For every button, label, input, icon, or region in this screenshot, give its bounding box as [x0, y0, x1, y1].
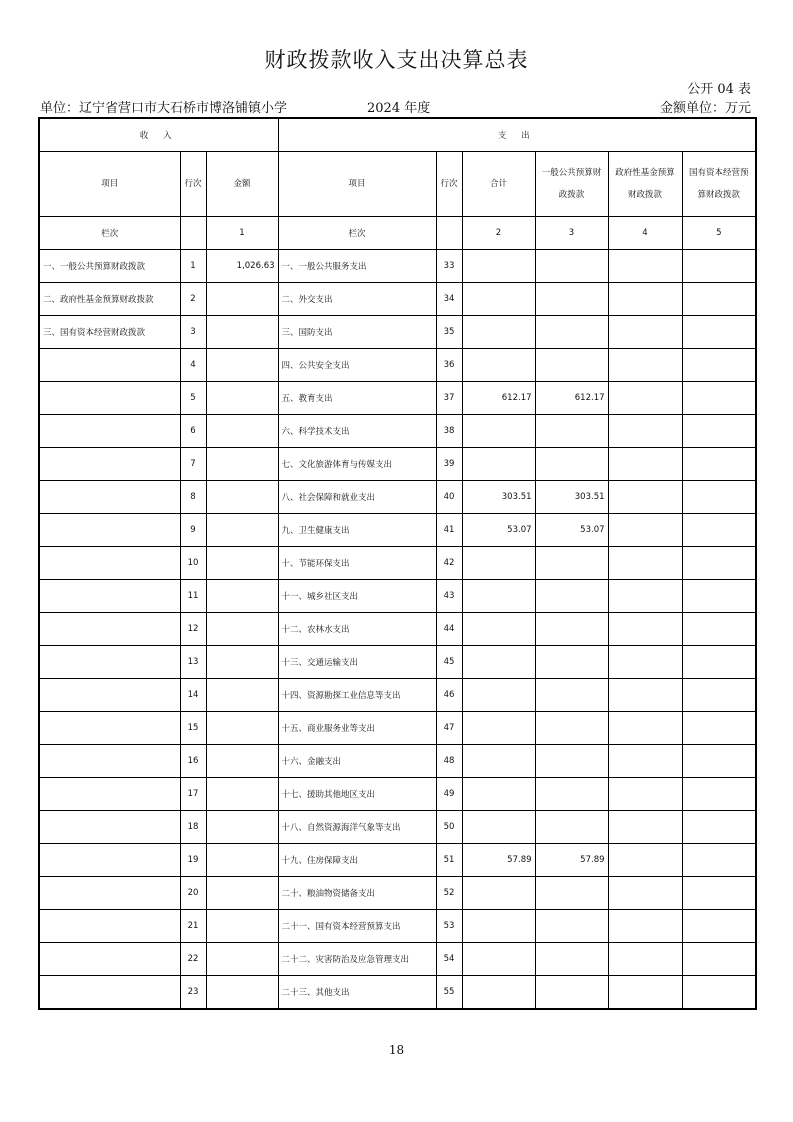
income-line-no-cell: 7: [180, 448, 206, 481]
state-capital-cell: [682, 745, 756, 778]
general-budget-cell: [535, 547, 608, 580]
state-capital-cell: [682, 844, 756, 877]
expense-item-cell: 二十、粮油物资储备支出: [278, 877, 436, 910]
income-item-cell: 一、一般公共预算财政拨款: [39, 250, 180, 283]
gov-fund-cell: [608, 349, 682, 382]
gov-fund-cell: [608, 943, 682, 976]
income-item-cell: 二、政府性基金预算财政拨款: [39, 283, 180, 316]
expense-line-no-cell: 48: [436, 745, 462, 778]
expense-line-no-cell: 34: [436, 283, 462, 316]
income-amount-cell: [206, 349, 278, 382]
expense-item-cell: 十五、商业服务业等支出: [278, 712, 436, 745]
income-item-cell: [39, 382, 180, 415]
expense-line-no-cell: 33: [436, 250, 462, 283]
table-row: [39, 250, 756, 283]
income-line-no-cell: 22: [180, 943, 206, 976]
income-amount-header: 金额: [206, 152, 278, 217]
expense-item-header: 项目: [278, 152, 436, 217]
gov-fund-cell: [608, 283, 682, 316]
income-line-no-cell: 16: [180, 745, 206, 778]
income-line-no-cell: 20: [180, 877, 206, 910]
expense-line-no-cell: 44: [436, 613, 462, 646]
total-cell: [462, 943, 535, 976]
expense-line-no-cell: 55: [436, 976, 462, 1010]
income-line-no-cell: 10: [180, 547, 206, 580]
income-line-no-cell: 6: [180, 415, 206, 448]
income-amount-cell: [206, 976, 278, 1010]
expense-line-no-cell: 42: [436, 547, 462, 580]
income-amount-cell: [206, 745, 278, 778]
income-amount-cell: [206, 943, 278, 976]
expense-line-no-cell: 35: [436, 316, 462, 349]
total-cell: [462, 250, 535, 283]
state-capital-cell: [682, 448, 756, 481]
state-capital-cell: [682, 514, 756, 547]
general-budget-cell: [535, 283, 608, 316]
income-line-no-cell: 3: [180, 316, 206, 349]
income-amount-cell: [206, 910, 278, 943]
table-row: [39, 382, 756, 415]
expense-line-no-cell: 36: [436, 349, 462, 382]
expense-item-cell: 二十二、灾害防治及应急管理支出: [278, 943, 436, 976]
general-budget-cell: 303.51: [535, 481, 608, 514]
income-item-cell: [39, 415, 180, 448]
empty-cell: [436, 217, 462, 250]
expense-line-no-cell: 51: [436, 844, 462, 877]
table-row: [39, 877, 756, 910]
expense-item-cell: 一、一般公共服务支出: [278, 250, 436, 283]
expense-item-cell: 二十三、其他支出: [278, 976, 436, 1010]
empty-cell: [180, 217, 206, 250]
income-item-cell: [39, 778, 180, 811]
income-amount-cell: [206, 811, 278, 844]
general-budget-cell: [535, 679, 608, 712]
income-item-cell: [39, 613, 180, 646]
income-line-no-cell: 19: [180, 844, 206, 877]
gov-fund-cell: [608, 481, 682, 514]
expense-item-cell: 十六、金融支出: [278, 745, 436, 778]
column-no-1: 1: [206, 217, 278, 250]
table-row: [39, 844, 756, 877]
table-number: 公开 04 表: [687, 82, 751, 97]
general-budget-header: 一般公共预算财政拨款: [535, 152, 608, 217]
total-cell: [462, 910, 535, 943]
general-budget-cell: [535, 646, 608, 679]
total-cell: [462, 712, 535, 745]
income-line-no-cell: 8: [180, 481, 206, 514]
unit-label: 单位：辽宁省营口市大石桥市博洛铺镇小学: [40, 101, 288, 116]
expense-item-cell: 十、节能环保支出: [278, 547, 436, 580]
state-capital-cell: [682, 547, 756, 580]
gov-fund-header: 政府性基金预算财政拨款: [608, 152, 682, 217]
income-item-cell: [39, 811, 180, 844]
expense-line-no-cell: 47: [436, 712, 462, 745]
expense-item-cell: 十三、交通运输支出: [278, 646, 436, 679]
general-budget-cell: [535, 250, 608, 283]
total-cell: 612.17: [462, 382, 535, 415]
total-cell: [462, 316, 535, 349]
column-no-label: 栏次: [39, 217, 180, 250]
general-budget-cell: [535, 349, 608, 382]
general-budget-cell: [535, 745, 608, 778]
state-capital-cell: [682, 415, 756, 448]
total-cell: [462, 448, 535, 481]
gov-fund-cell: [608, 250, 682, 283]
income-item-header: 项目: [39, 152, 180, 217]
income-item-cell: [39, 679, 180, 712]
header-row-sections: [39, 118, 756, 152]
expense-item-cell: 十二、农林水支出: [278, 613, 436, 646]
table-row: [39, 481, 756, 514]
expense-line-no-cell: 49: [436, 778, 462, 811]
income-amount-cell: [206, 382, 278, 415]
income-item-cell: [39, 514, 180, 547]
column-no-4: 4: [608, 217, 682, 250]
income-item-cell: [39, 547, 180, 580]
income-line-no-cell: 11: [180, 580, 206, 613]
state-capital-cell: [682, 778, 756, 811]
gov-fund-cell: [608, 679, 682, 712]
income-item-cell: [39, 910, 180, 943]
table-row: [39, 811, 756, 844]
gov-fund-cell: [608, 316, 682, 349]
general-budget-cell: [535, 910, 608, 943]
general-budget-cell: [535, 943, 608, 976]
expense-line-no-cell: 52: [436, 877, 462, 910]
income-item-cell: [39, 448, 180, 481]
total-cell: [462, 811, 535, 844]
expense-section-header: 支 出: [278, 118, 756, 152]
general-budget-cell: [535, 613, 608, 646]
general-budget-cell: [535, 316, 608, 349]
expense-line-no-cell: 40: [436, 481, 462, 514]
income-line-no-cell: 1: [180, 250, 206, 283]
expense-item-cell: 四、公共安全支出: [278, 349, 436, 382]
gov-fund-cell: [608, 382, 682, 415]
state-capital-cell: [682, 283, 756, 316]
table-row: [39, 976, 756, 1010]
gov-fund-cell: [608, 514, 682, 547]
income-amount-cell: [206, 646, 278, 679]
table-row: [39, 679, 756, 712]
total-cell: [462, 613, 535, 646]
general-budget-cell: 612.17: [535, 382, 608, 415]
income-amount-cell: [206, 679, 278, 712]
income-amount-cell: [206, 547, 278, 580]
expense-item-cell: 十九、住房保障支出: [278, 844, 436, 877]
general-budget-cell: [535, 712, 608, 745]
expense-line-no-cell: 41: [436, 514, 462, 547]
table-row: [39, 943, 756, 976]
table-row: [39, 349, 756, 382]
table-row: [39, 448, 756, 481]
expense-item-cell: 八、社会保障和就业支出: [278, 481, 436, 514]
state-capital-cell: [682, 580, 756, 613]
total-cell: [462, 877, 535, 910]
income-amount-cell: [206, 613, 278, 646]
total-cell: [462, 745, 535, 778]
income-amount-cell: [206, 580, 278, 613]
income-item-cell: [39, 481, 180, 514]
income-line-no-cell: 13: [180, 646, 206, 679]
expense-item-cell: 十四、资源勘探工业信息等支出: [278, 679, 436, 712]
income-line-no-cell: 21: [180, 910, 206, 943]
expense-line-no-cell: 45: [436, 646, 462, 679]
total-cell: [462, 646, 535, 679]
income-amount-cell: [206, 283, 278, 316]
general-budget-cell: [535, 877, 608, 910]
general-budget-cell: 53.07: [535, 514, 608, 547]
income-amount-cell: [206, 712, 278, 745]
gov-fund-cell: [608, 976, 682, 1010]
income-amount-cell: [206, 844, 278, 877]
income-line-no-cell: 5: [180, 382, 206, 415]
table-row: [39, 910, 756, 943]
state-capital-cell: [682, 712, 756, 745]
table-row: [39, 580, 756, 613]
expense-item-cell: 十一、城乡社区支出: [278, 580, 436, 613]
state-capital-cell: [682, 679, 756, 712]
gov-fund-cell: [608, 811, 682, 844]
income-item-cell: [39, 580, 180, 613]
state-capital-cell: [682, 382, 756, 415]
table-row: [39, 778, 756, 811]
general-budget-cell: 57.89: [535, 844, 608, 877]
income-item-cell: [39, 844, 180, 877]
income-item-cell: [39, 349, 180, 382]
total-cell: [462, 283, 535, 316]
page-title: 财政拨款收入支出决算总表: [264, 48, 529, 72]
income-amount-cell: [206, 877, 278, 910]
state-capital-cell: [682, 481, 756, 514]
page-number: 18: [388, 1043, 405, 1057]
state-capital-cell: [682, 250, 756, 283]
gov-fund-cell: [608, 712, 682, 745]
table-row: [39, 745, 756, 778]
total-cell: 53.07: [462, 514, 535, 547]
total-cell: [462, 976, 535, 1010]
table-row: [39, 613, 756, 646]
expense-item-cell: 二、外交支出: [278, 283, 436, 316]
general-budget-cell: [535, 778, 608, 811]
amount-unit-label: 金额单位：万元: [659, 101, 751, 116]
expense-item-cell: 二十一、国有资本经营预算支出: [278, 910, 436, 943]
income-line-no-cell: 23: [180, 976, 206, 1010]
general-budget-cell: [535, 415, 608, 448]
expense-item-cell: 三、国防支出: [278, 316, 436, 349]
budget-table: [38, 117, 757, 1010]
expense-line-no-cell: 43: [436, 580, 462, 613]
gov-fund-cell: [608, 745, 682, 778]
income-amount-cell: [206, 415, 278, 448]
gov-fund-cell: [608, 580, 682, 613]
column-no-2: 2: [462, 217, 535, 250]
income-line-no-cell: 18: [180, 811, 206, 844]
expense-item-cell: 十八、自然资源海洋气象等支出: [278, 811, 436, 844]
total-cell: [462, 679, 535, 712]
income-item-cell: [39, 976, 180, 1010]
expense-item-cell: 十七、援助其他地区支出: [278, 778, 436, 811]
income-item-cell: [39, 712, 180, 745]
state-capital-cell: [682, 811, 756, 844]
year-label: 2024 年度: [367, 101, 431, 116]
general-budget-cell: [535, 976, 608, 1010]
state-capital-cell: [682, 910, 756, 943]
general-budget-cell: [535, 448, 608, 481]
total-cell: [462, 580, 535, 613]
gov-fund-cell: [608, 778, 682, 811]
income-amount-cell: 1,026.63: [206, 250, 278, 283]
general-budget-cell: [535, 580, 608, 613]
table-row: [39, 316, 756, 349]
expense-line-no-cell: 37: [436, 382, 462, 415]
total-header: 合计: [462, 152, 535, 217]
header-row-column-numbers: [39, 217, 756, 250]
state-capital-header: 国有资本经营预算财政拨款: [682, 152, 756, 217]
gov-fund-cell: [608, 844, 682, 877]
total-cell: 303.51: [462, 481, 535, 514]
state-capital-cell: [682, 976, 756, 1010]
total-cell: [462, 778, 535, 811]
column-no-5: 5: [682, 217, 756, 250]
table-row: [39, 547, 756, 580]
expense-line-no-cell: 46: [436, 679, 462, 712]
expense-line-no-cell: 54: [436, 943, 462, 976]
income-line-no-cell: 14: [180, 679, 206, 712]
table-row: [39, 415, 756, 448]
general-budget-cell: [535, 811, 608, 844]
income-amount-cell: [206, 481, 278, 514]
state-capital-cell: [682, 316, 756, 349]
table-row: [39, 712, 756, 745]
state-capital-cell: [682, 349, 756, 382]
total-cell: [462, 547, 535, 580]
income-item-cell: [39, 646, 180, 679]
gov-fund-cell: [608, 910, 682, 943]
income-item-cell: [39, 877, 180, 910]
expense-item-cell: 六、科学技术支出: [278, 415, 436, 448]
gov-fund-cell: [608, 646, 682, 679]
income-line-no-cell: 17: [180, 778, 206, 811]
income-item-cell: [39, 943, 180, 976]
state-capital-cell: [682, 613, 756, 646]
expense-line-no-cell: 53: [436, 910, 462, 943]
gov-fund-cell: [608, 547, 682, 580]
income-line-no-cell: 2: [180, 283, 206, 316]
income-amount-cell: [206, 778, 278, 811]
expense-item-cell: 九、卫生健康支出: [278, 514, 436, 547]
table-row: [39, 646, 756, 679]
column-no-3: 3: [535, 217, 608, 250]
expense-line-no-cell: 38: [436, 415, 462, 448]
income-line-no-cell: 9: [180, 514, 206, 547]
state-capital-cell: [682, 877, 756, 910]
income-line-no-cell: 12: [180, 613, 206, 646]
income-line-no-cell: 4: [180, 349, 206, 382]
income-section-header: 收 入: [39, 118, 278, 152]
gov-fund-cell: [608, 613, 682, 646]
income-item-cell: 三、国有资本经营财政拨款: [39, 316, 180, 349]
column-no-label-2: 栏次: [278, 217, 436, 250]
income-line-no-cell: 15: [180, 712, 206, 745]
gov-fund-cell: [608, 877, 682, 910]
table-row: [39, 514, 756, 547]
table-row: [39, 283, 756, 316]
income-amount-cell: [206, 514, 278, 547]
expense-item-cell: 五、教育支出: [278, 382, 436, 415]
state-capital-cell: [682, 646, 756, 679]
total-cell: [462, 415, 535, 448]
gov-fund-cell: [608, 448, 682, 481]
income-item-cell: [39, 745, 180, 778]
total-cell: [462, 349, 535, 382]
expense-line-no-cell: 39: [436, 448, 462, 481]
income-amount-cell: [206, 448, 278, 481]
gov-fund-cell: [608, 415, 682, 448]
income-amount-cell: [206, 316, 278, 349]
expense-line-no-header: 行次: [436, 152, 462, 217]
expense-line-no-cell: 50: [436, 811, 462, 844]
state-capital-cell: [682, 943, 756, 976]
header-row-columns: [39, 152, 756, 217]
total-cell: 57.89: [462, 844, 535, 877]
income-line-no-header: 行次: [180, 152, 206, 217]
expense-item-cell: 七、文化旅游体育与传媒支出: [278, 448, 436, 481]
